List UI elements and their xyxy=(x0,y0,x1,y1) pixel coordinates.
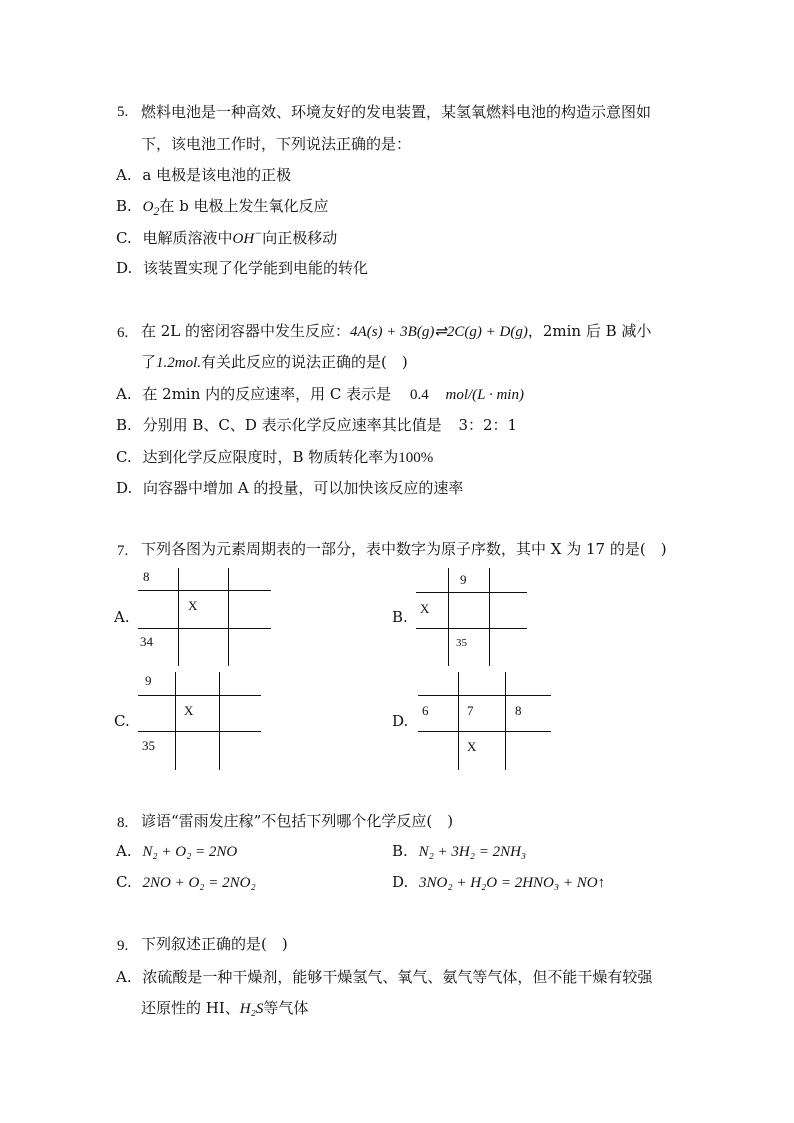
q7-table-d-label: D. xyxy=(392,712,409,730)
q6-option-b-text: 分别用 B、C、D 表示化学反应速率其比值是 xyxy=(142,416,442,434)
q5-stem-line1: 燃料电池是一种高效、环境友好的发电装置，某氢氧燃料电池的构造示意图如 xyxy=(141,103,652,121)
q8-option-d-equation: 3NO₂ + H₂O = 2HNO₃ + NO↑ xyxy=(419,875,606,891)
q9-option-a-line2-pre: 还原性的 HI、 xyxy=(141,999,240,1017)
q7-table-c-top: 9 xyxy=(145,673,152,688)
q7-table-c-x: X xyxy=(184,703,194,718)
q6-option-c-value: 100% xyxy=(398,450,434,466)
q8-option-c-label: C. xyxy=(116,873,132,891)
q5-option-a-text: a 电极是该电池的正极 xyxy=(142,166,292,184)
q7-table-b-x: X xyxy=(420,601,430,616)
q6-option-a-label: A. xyxy=(116,385,132,403)
q5-option-d-text: 该装置实现了化学能到电能的转化 xyxy=(143,259,369,277)
q6-option-a-text: 在 2min 内的反应速率，用 C 表示是 xyxy=(142,385,392,403)
q6-amount: 1.2mol. xyxy=(156,355,202,371)
q6-stem-line2-post: 有关此反应的说法正确的是( ) xyxy=(201,353,408,371)
q8-option-a xyxy=(116,842,237,861)
q7-table-c-label: C. xyxy=(114,712,130,730)
q7-number: 7. xyxy=(117,543,129,559)
q8-option-d-label: D. xyxy=(392,873,409,891)
q5-option-d-label: D. xyxy=(116,259,133,277)
q9-option-a-line2 xyxy=(141,997,308,1018)
q6-option-a xyxy=(116,383,524,404)
q8-option-b-equation: N₂ + 3H₂ = 2NH₃ xyxy=(418,844,527,860)
q6-option-b xyxy=(116,414,517,435)
q6-option-c-label: C. xyxy=(116,448,132,466)
q6-stem-post: ，2min 后 B 减小 xyxy=(527,322,652,340)
q6-option-d-label: D. xyxy=(116,479,133,497)
q8-stem: 谚语“雷雨发庄稼”不包括下列哪个化学反应( ) xyxy=(141,812,454,830)
q7-table-d-right: 8 xyxy=(515,703,522,718)
q5-option-a xyxy=(116,164,291,185)
q6-equation: 4A(s) + 3B(g)⇌2C(g) + D(g) xyxy=(350,324,528,340)
q6-option-b-value: 3：2：1 xyxy=(458,416,518,434)
q5-option-a-label: A. xyxy=(116,166,132,184)
q5-option-b xyxy=(116,195,329,219)
q6-stem-line2 xyxy=(141,351,408,372)
q5-option-c xyxy=(116,226,337,248)
q9-stem: 下列叙述正确的是( ) xyxy=(141,935,288,953)
q5-option-b-label: B. xyxy=(116,197,132,215)
q7-table-a-label: A. xyxy=(114,608,130,626)
q7-table-b-top: 9 xyxy=(460,572,467,587)
q8-number: 8. xyxy=(117,815,129,831)
q8-option-b-label: B. xyxy=(392,842,408,860)
q6-stem-line2-pre: 了 xyxy=(141,353,157,371)
q7-table-d-x: X xyxy=(467,739,477,754)
q7-stem: 下列各图为元素周期表的一部分，表中数字为原子序数，其中 X 为 17 的是( ) xyxy=(141,540,667,558)
q7-table-d-left: 6 xyxy=(422,703,429,718)
q6-number: 6. xyxy=(117,325,129,341)
q6-option-d xyxy=(116,477,463,498)
q8-option-c-equation: 2NO + O₂ = 2NO₂ xyxy=(142,875,256,891)
q6-option-c xyxy=(116,446,433,467)
q8-option-d xyxy=(392,873,605,892)
q9-option-a-formula: H₂S xyxy=(239,1001,264,1017)
q7-table-d-center: 7 xyxy=(467,703,474,718)
q5-option-c-ion: OH− xyxy=(232,226,263,247)
q7-table-a-top: 8 xyxy=(143,569,150,584)
q5-number: 5. xyxy=(117,104,129,120)
q5-option-b-text: 在 b 电极上发生氧化反应 xyxy=(159,197,329,215)
q5-stem-line2: 下，该电池工作时，下列说法正确的是： xyxy=(141,135,412,153)
q6-option-a-value: 0.4 xyxy=(409,387,429,403)
q5-option-c-text: 向正极移动 xyxy=(262,229,338,247)
q6-option-d-text: 向容器中增加 A 的投量，可以加快该反应的速率 xyxy=(143,479,464,497)
q8-option-a-equation: N₂ + O₂ = 2NO xyxy=(142,844,238,860)
q7-table-a-x: X xyxy=(188,598,198,613)
q6-stem-pre: 在 2L 的密闭容器中发生反应： xyxy=(141,322,351,340)
q9-option-a-label: A. xyxy=(116,968,132,986)
q7-table-b-bottom: 35 xyxy=(456,637,467,649)
q6-stem-line1 xyxy=(141,320,651,341)
q8-option-b xyxy=(392,842,526,861)
q5-option-c-pre: 电解质溶液中 xyxy=(142,229,233,247)
q7-table-b-label: B. xyxy=(392,608,408,626)
q9-number: 9. xyxy=(117,938,129,954)
q6-option-c-text: 达到化学反应限度时，B 物质转化率为 xyxy=(142,448,399,466)
q6-option-a-unit: mol/(L · min) xyxy=(445,387,524,403)
q6-option-b-label: B. xyxy=(116,416,132,434)
q8-option-a-label: A. xyxy=(116,842,132,860)
q7-table-a-bottom: 34 xyxy=(140,634,153,649)
q9-option-a-line1 xyxy=(116,966,652,987)
q9-option-a-line2-post: 等气体 xyxy=(263,999,309,1017)
q5-option-d xyxy=(116,257,368,278)
q5-option-b-formula: $O_2$ xyxy=(142,199,160,218)
q8-option-c xyxy=(116,873,256,892)
q5-option-c-label: C. xyxy=(116,229,132,247)
q7-table-c-bottom: 35 xyxy=(142,738,155,753)
q9-option-a-text-line1: 浓硫酸是一种干燥剂，能够干燥氢气、氧气、氨气等气体，但不能干燥有较强 xyxy=(142,968,653,986)
